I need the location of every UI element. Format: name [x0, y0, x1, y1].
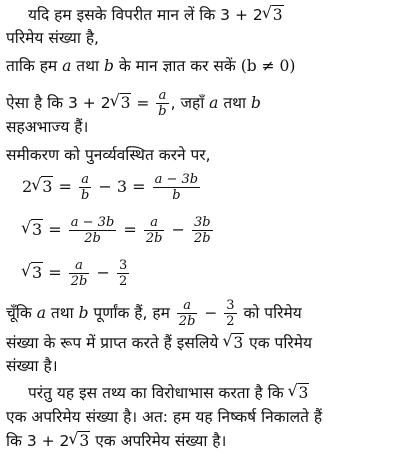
fraction: $\frac{3b}{2b}$	[194, 215, 211, 246]
fraction: $\frac{a}{b}$	[80, 172, 90, 203]
fraction: $\frac{a - 3b}{2b}$	[70, 215, 115, 246]
sqrt-symbol: √ 3	[289, 382, 310, 404]
line-11: एक अपरिमेय संख्या है। अत: हम यह निष्कर्ष निकालते हैं	[6, 408, 323, 426]
sqrt-symbol: √ 3	[223, 332, 244, 354]
fraction: $\frac{a}{2b}$	[178, 298, 196, 329]
line-9: संख्या है।	[6, 357, 58, 375]
equation-2: √ 3 = $\frac{a - 3b}{2b}$ = $\frac{a}{2b}$ − $\frac{3b}{2b}$	[22, 215, 215, 246]
fraction: $\frac{3}{2}$	[226, 298, 235, 329]
line-1-text: यदि हम इसके विपरीत मान लें कि 3 + 2	[28, 6, 263, 24]
line-10: परंतु यह इस तथ्य का विरोधाभास करता है कि √ 3	[28, 382, 309, 404]
equation-1: 2√ 3 = $\frac{a}{b}$ − 3 = $\frac{a - 3b}{b}$	[22, 172, 202, 203]
equation-3: √ 3 = $\frac{a}{2b}$ − $\frac{3}{2}$	[22, 258, 131, 289]
sqrt-symbol: √ 3	[22, 219, 43, 241]
line-7: चूँकि a तथा b पूर्णांक हैं, हम $\frac{a}{2b}$ − $\frac{3}{2}$ को परिमेय	[6, 298, 302, 329]
fraction: $\frac{a}{2b}$	[70, 258, 88, 289]
line-5: सहअभाज्य हैं।	[6, 118, 89, 136]
line-8: संख्या के रूप में प्राप्त करते हैं इसलिये √ 3 एक परिमेय	[6, 332, 312, 354]
sqrt-symbol: √ 3	[32, 176, 53, 198]
sqrt-symbol: √ 3	[263, 4, 284, 26]
line-2-text: परिमेय संख्या है,	[6, 29, 99, 47]
line-6: समीकरण को पुनर्व्यवस्थित करने पर,	[6, 146, 211, 164]
condition: (b ≠ 0)	[240, 57, 296, 75]
sqrt-symbol: √ 3	[111, 92, 132, 114]
fraction: $\frac{a}{b}$	[158, 88, 167, 119]
fraction: $\frac{a}{2b}$	[145, 215, 163, 246]
line-2	[6, 27, 99, 49]
line-4: ऐसा है कि 3 + 2√ 3 = $\frac{a}{b}$ , जहाँ a तथा b	[6, 88, 261, 119]
fraction: $\frac{a - 3b}{b}$	[154, 172, 199, 203]
sqrt-symbol: √ 3	[22, 262, 43, 284]
line-3: ताकि हम a तथा b के मान ज्ञात कर सकें (b ≠ 0)	[6, 57, 296, 75]
fraction: $\frac{3}{2}$	[118, 258, 128, 289]
sqrt-symbol: √ 3	[69, 430, 90, 452]
line-1	[28, 4, 284, 26]
line-12: कि 3 + 2√ 3 एक अपरिमेय संख्या है।	[6, 430, 226, 452]
